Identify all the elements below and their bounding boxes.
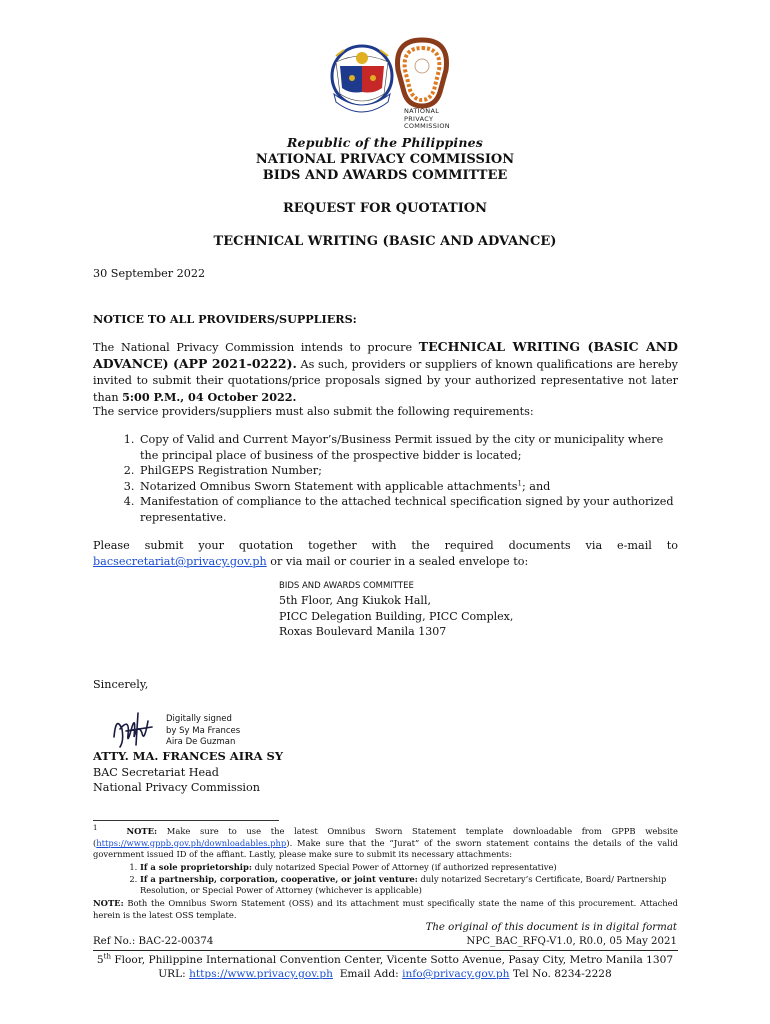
requirement-suffix: ; and <box>521 479 551 493</box>
footnote-text: Make sure to use the latest Omnibus Sworn Statement template downloadable from GPPB website ( <box>93 826 678 848</box>
project-title: TECHNICAL WRITING (BASIC AND ADVANCE) <box>213 234 557 249</box>
signer-name: ATTY. MA. FRANCES AIRA SY <box>93 749 284 763</box>
signer-position: BAC Secretariat Head <box>93 766 219 779</box>
document-title: REQUEST FOR QUOTATION <box>282 201 488 216</box>
digital-signature-line: Digitally signed <box>166 714 232 724</box>
org-name: NATIONAL PRIVACY COMMISSION <box>255 152 515 167</box>
footnote-attachments-list <box>93 862 678 897</box>
footer-url-label: URL: <box>158 968 190 980</box>
gppb-link[interactable]: https://www.gppb.gov.ph/downloadables.php <box>96 837 287 848</box>
intro-paragraph <box>93 339 678 406</box>
note-label: NOTE: <box>93 898 124 908</box>
footer-address-text: Floor, Philippine International Convention Center, Vicente Sotto Avenue, Pasay City, Metro Manila 1307 <box>110 954 674 966</box>
digital-signature-line: by Sy Ma Frances <box>166 725 241 736</box>
requirement-text: Manifestation of compliance to the attached technical specification signed by your authorized representative. <box>140 495 674 524</box>
footnote-label: NOTE: <box>126 826 158 836</box>
closing: Sincerely, <box>93 678 149 691</box>
footnote-text: ). Make sure that the “Jurat” of the sworn statement contains the details of the valid government issued ID of the affiant. Lastly, please make sure to submit its necessary attachments: <box>93 837 678 859</box>
committee-name: BIDS AND AWARDS COMMITTEE <box>262 168 508 183</box>
attachment-text: duly notarized Special Power of Attorney (if authorized representative) <box>251 862 557 872</box>
footer-contacts <box>0 968 770 980</box>
reference-number: Ref No.: BAC-22-00374 <box>93 936 214 947</box>
philippine-seal-icon <box>332 46 392 112</box>
npc-keyhole-logo-icon <box>398 40 447 106</box>
attachment-text: duly notarized Secretary’s Certificate, Board/ Partnership Resolution, or Special Power of Attorney (whichever is applicable) <box>140 873 667 895</box>
footer-tel: Tel No. 8234-2228 <box>509 968 612 980</box>
footer-floor-suffix: th <box>103 952 111 961</box>
bac-email-link[interactable]: bacsecretariat@privacy.gov.ph <box>93 555 267 568</box>
address-line: 5th Floor, Ang Kiukok Hall, <box>279 594 431 607</box>
list-item <box>138 494 681 525</box>
logo-caption-line: PRIVACY <box>404 114 434 123</box>
document-date: 30 September 2022 <box>93 267 206 280</box>
form-code: NPC_BAC_RFQ-V1.0, R0.0, 05 May 2021 <box>466 936 677 947</box>
footnote-divider <box>93 820 279 821</box>
intro-text: As such, providers or suppliers of known qualifications are hereby invited to submit their quotations/price proposals signed by your authorized representative not later than <box>93 358 678 404</box>
requirement-text: Copy of Valid and Current Mayor’s/Business Permit issued by the city or municipality where the principal place of business of the prospective bidder is located; <box>140 433 664 462</box>
footer-email-label: Email Add: <box>332 968 403 980</box>
address-heading: BIDS AND AWARDS COMMITTEE <box>279 581 414 591</box>
requirements-intro: The service providers/suppliers must also submit the following requirements: <box>93 405 534 418</box>
deadline: 5:00 P.M., 04 October 2022. <box>122 390 297 404</box>
attachment-label: If a sole proprietorship: <box>140 862 252 872</box>
list-item <box>140 874 678 897</box>
list-item <box>140 862 678 874</box>
intro-text: The National Privacy Commission intends to procure <box>93 341 419 354</box>
footer-address <box>0 954 770 966</box>
submission-text: or via mail or courier in a sealed envelope to: <box>266 555 529 568</box>
requirements-list <box>93 432 681 525</box>
list-item <box>138 463 681 479</box>
attachment-label: If a partnership, corporation, cooperative, or joint venture: <box>140 873 418 884</box>
original-format-note: The original of this document is in digital format <box>425 922 677 933</box>
list-item <box>138 479 681 495</box>
handwritten-signature <box>108 707 156 751</box>
digital-signature-line: Aira De Guzman <box>166 737 236 747</box>
submission-line: Please submit your quotation together with the required documents via e-mail to <box>93 539 678 552</box>
address-line: PICC Delegation Building, PICC Complex, <box>279 609 514 623</box>
requirement-text: PhilGEPS Registration Number; <box>140 464 322 477</box>
logo-caption-line: NATIONAL <box>404 107 440 115</box>
notice-heading: NOTICE TO ALL PROVIDERS/SUPPLIERS: <box>93 312 357 326</box>
footnote-note <box>93 898 678 921</box>
footnote <box>93 826 678 861</box>
website-link[interactable]: https://www.privacy.gov.ph <box>189 968 333 980</box>
republic-heading: Republic of the Philippines <box>286 135 484 150</box>
submission-line-2 <box>93 554 678 569</box>
list-item <box>138 432 681 463</box>
signer-organization: National Privacy Commission <box>93 781 260 794</box>
info-email-link[interactable]: info@privacy.gov.ph <box>402 968 510 980</box>
note-text: Both the Omnibus Sworn Statement (OSS) and its attachment must specifically state the name of this procurement. Attached herein is the latest OSS template. <box>93 898 678 920</box>
address-line: Roxas Boulevard Manila 1307 <box>279 625 447 638</box>
mailing-address <box>279 593 609 640</box>
npc-logo-caption <box>404 108 450 131</box>
logo-caption-line: COMMISSION <box>404 122 450 130</box>
intro-project-bold: TECHNICAL WRITING (BASIC AND ADVANCE) (APP 2021-0222). <box>93 339 678 371</box>
digital-signature-note <box>166 714 240 749</box>
footer-divider <box>93 950 678 951</box>
requirement-text: Notarized Omnibus Sworn Statement with applicable attachments <box>140 479 518 493</box>
footnote-number: 1 <box>93 824 98 833</box>
footnote-mark[interactable]: 1 <box>517 478 522 487</box>
footer-floor-number: 5 <box>96 954 104 966</box>
